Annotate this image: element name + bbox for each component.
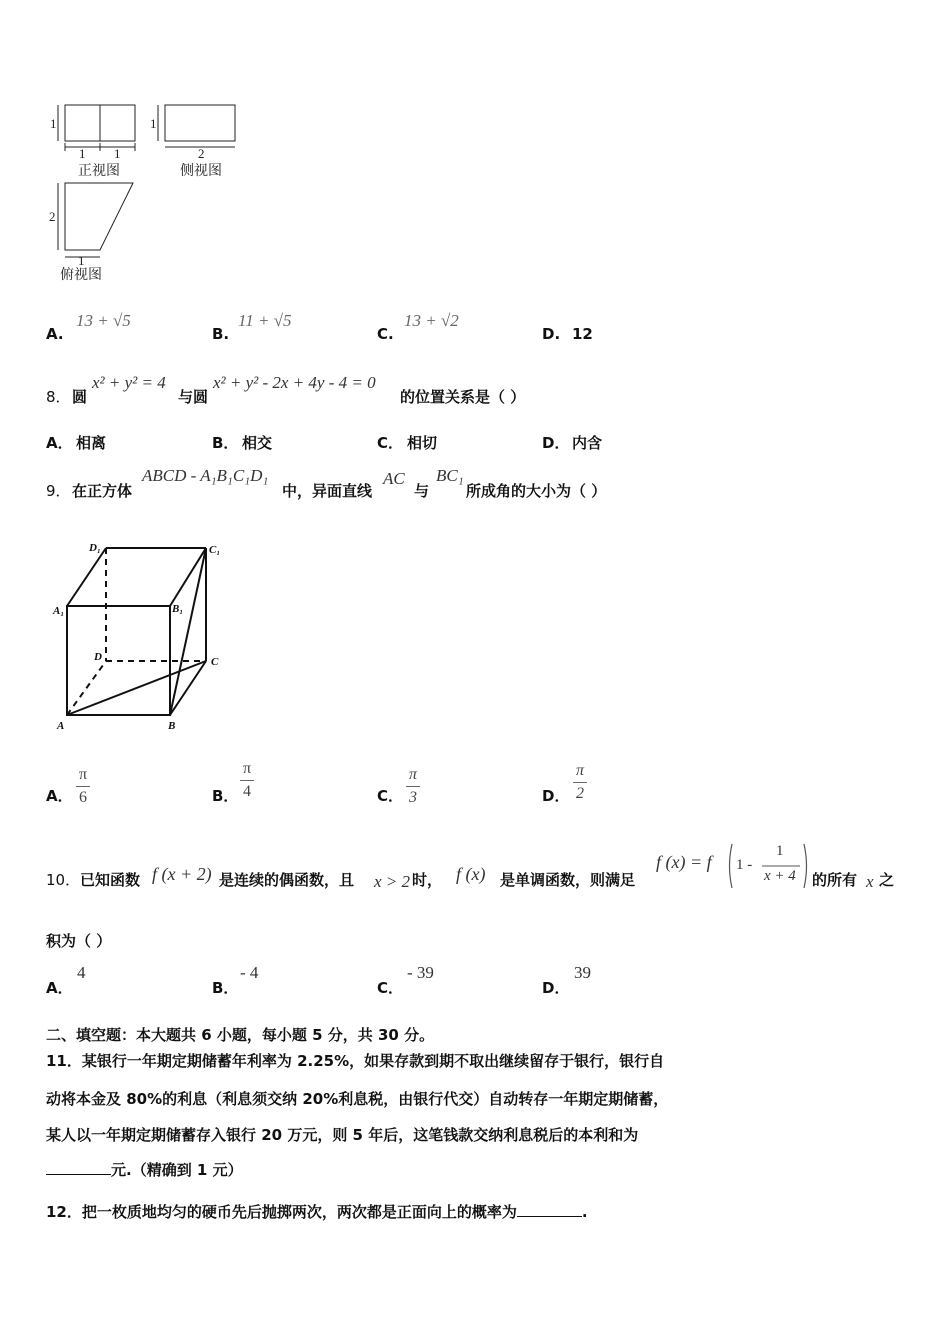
q10-equation-one: 1 - (736, 857, 753, 873)
cube-vertex-d1: D₁ (89, 542, 101, 554)
q10-text-3: 时， (412, 871, 443, 889)
q9-line-2: BC₁ (436, 466, 464, 485)
q11-line-1: 11．某银行一年期定期储蓄年利率为 2.25%，如果存款到期不取出继续留存于银行，银行自 (46, 1052, 665, 1070)
q10-equation-left: f (x) = f (656, 852, 712, 872)
side-height-label: 1 (150, 116, 157, 131)
q8-option-c-letter[interactable]: C． (377, 434, 404, 452)
q8-text-1: 圆 (72, 388, 88, 406)
q10-line-2: 积为（ ） (46, 932, 112, 950)
q10-text-6: 之 (879, 871, 895, 889)
q11-answer-blank[interactable] (46, 1160, 111, 1175)
q7-option-c-letter[interactable]: C. (377, 325, 394, 343)
q9-text-1: 在正方体 (72, 482, 133, 500)
q8-option-d-letter[interactable]: D． (542, 434, 570, 452)
q9-option-d-letter[interactable]: D． (542, 787, 570, 805)
top-view-shape (65, 183, 133, 250)
q9-option-a-fraction (76, 766, 90, 806)
q10-option-b-value: - 4 (240, 963, 259, 982)
side-view-shape (165, 105, 235, 141)
q11-line-4: 元.（精确到 1 元） (111, 1161, 243, 1179)
cube-vertex-a1: A₁ (53, 605, 65, 617)
q9-option-d-fraction (573, 762, 587, 802)
q9-option-b-num: π (242, 760, 252, 777)
q10-option-d-letter[interactable]: D． (542, 979, 570, 997)
cube-vertex-b1: B₁ (172, 603, 184, 615)
q9-option-a-den: 6 (79, 788, 87, 806)
q9-option-b-letter[interactable]: B． (212, 787, 239, 805)
q7-option-c-value: 13 + √2 (404, 311, 459, 330)
q10-condition: x > 2 (374, 872, 411, 891)
q9-option-c-letter[interactable]: C． (377, 787, 404, 805)
q8-option-d-value: 内含 (572, 434, 603, 452)
q8-text-3: 的位置关系是（ ） (400, 388, 526, 406)
question-12 (46, 1201, 588, 1222)
q10-option-b-letter[interactable]: B． (212, 979, 239, 997)
q9-option-c-num: π (408, 766, 417, 783)
q8-circle-2: x² + y² - 2x + 4y - 4 = 0 (213, 373, 376, 392)
q10-variable: x (866, 872, 874, 891)
q8-option-b-letter[interactable]: B． (212, 434, 239, 452)
q9-option-a-letter[interactable]: A． (46, 787, 73, 805)
q10-option-d-value: 39 (574, 963, 591, 982)
side-view-label: 侧视图 (180, 164, 222, 179)
q10-function-1: f (x + 2) (152, 864, 212, 884)
side-width-label: 2 (198, 146, 205, 161)
cube-vertex-c: C (211, 656, 219, 668)
q10-equation-num: 1 (776, 843, 784, 859)
q9-option-d-num: π (575, 762, 584, 779)
front-width1-label: 1 (79, 146, 86, 161)
q12-answer-blank[interactable] (517, 1202, 582, 1217)
q7-option-d-value: 12 (572, 325, 593, 343)
cube-vertex-c1: C₁ (209, 544, 221, 556)
front-height-label: 1 (50, 116, 57, 131)
cube-vertex-d: D (94, 651, 102, 663)
q10-number: 10． (46, 871, 81, 889)
q9-text-3: 与 (414, 482, 430, 500)
q9-option-b-den: 4 (243, 782, 251, 800)
q11-line-4-wrap (46, 1159, 243, 1180)
q8-circle-1: x² + y² = 4 (92, 373, 166, 392)
q8-number: 8． (46, 388, 71, 406)
q10-text-2: 是连续的偶函数，且 (219, 871, 355, 889)
q9-cube-name: ABCD - A₁B₁C₁D₁ (142, 466, 269, 485)
q10-text-1: 已知函数 (80, 871, 141, 889)
q7-option-b-value: 11 + √5 (238, 311, 292, 330)
q7-option-a-value: 13 + √5 (76, 311, 131, 330)
q10-equation-den: x + 4 (764, 868, 796, 884)
q10-option-a-value: 4 (77, 963, 86, 982)
q8-option-a-value: 相离 (76, 434, 107, 452)
cube-vertex-a: A (57, 720, 65, 732)
q10-function-2: f (x) (456, 864, 486, 884)
q9-option-c-fraction (406, 766, 420, 806)
top-width-label: 1 (78, 253, 85, 268)
q9-option-d-den: 2 (576, 784, 584, 802)
q10-text-5: 的所有 (812, 871, 858, 889)
q11-line-2: 动将本金及 80%的利息（利息须交纳 20%利息税，由银行代交）自动转存一年期定期储蓄， (46, 1090, 669, 1108)
q9-option-c-den: 3 (409, 788, 417, 806)
q8-option-a-letter[interactable]: A． (46, 434, 73, 452)
front-width2-label: 1 (114, 146, 121, 161)
q9-text-2: 中，异面直线 (282, 482, 373, 500)
q8-text-2: 与圆 (178, 388, 209, 406)
three-view-figure (40, 95, 250, 290)
q12-text: 12．把一枚质地均匀的硬币先后抛掷两次，两次都是正面向上的概率为 (46, 1203, 517, 1221)
top-height-label: 2 (49, 209, 56, 224)
q9-number: 9． (46, 482, 71, 500)
q7-option-b-letter[interactable]: B. (212, 325, 230, 343)
q10-option-c-value: - 39 (407, 963, 434, 982)
q9-text-4: 所成角的大小为（ ） (466, 482, 607, 500)
q10-option-c-letter[interactable]: C． (377, 979, 404, 997)
q12-end: . (581, 1203, 588, 1221)
q7-option-d-letter[interactable]: D. (542, 325, 561, 343)
q9-option-b-fraction (240, 760, 254, 800)
q11-line-3: 某人以一年期定期储蓄存入银行 20 万元，则 5 年后，这笔钱款交纳利息税后的本利和为 (46, 1126, 639, 1144)
q8-option-b-value: 相交 (242, 434, 273, 452)
cube-figure (48, 535, 238, 735)
q8-option-c-value: 相切 (407, 434, 438, 452)
q7-option-a-letter[interactable]: A. (46, 325, 64, 343)
cube-vertex-b: B (168, 720, 176, 732)
front-view-label: 正视图 (78, 164, 120, 179)
q9-option-a-num: π (78, 766, 88, 783)
top-view-label: 俯视图 (60, 268, 102, 283)
q9-line-1: AC (383, 469, 405, 488)
section-2-heading: 二、填空题：本大题共 6 小题，每小题 5 分，共 30 分。 (46, 1026, 435, 1044)
q10-option-a-letter[interactable]: A． (46, 979, 73, 997)
q10-text-4: 是单调函数，则满足 (500, 871, 636, 889)
